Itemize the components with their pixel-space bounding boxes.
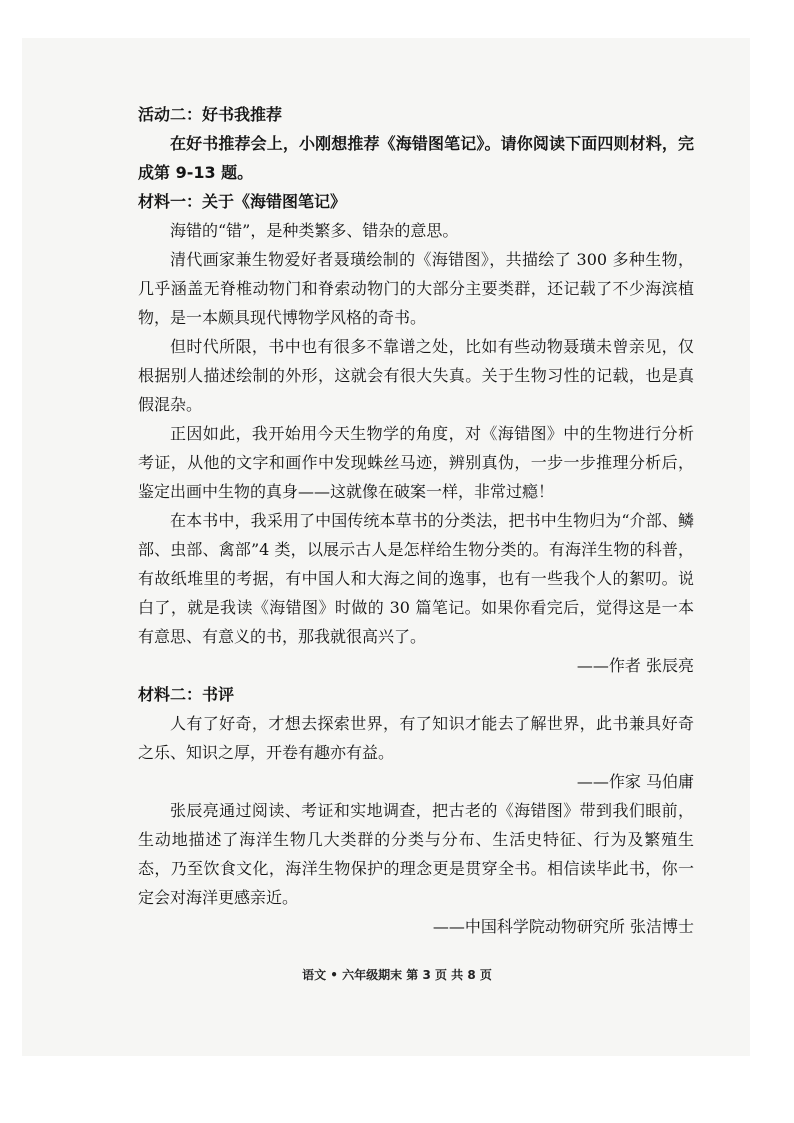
activity-heading: 活动二：好书我推荐 bbox=[138, 105, 283, 124]
material1-paragraph-1: 海错的“错”，是种类繁多、错杂的意思。 bbox=[170, 221, 459, 240]
material1-paragraph-4: 正因如此，我开始用今天生物学的角度，对《海错图》中的生物进行分析考证，从他的文字和画作中发现蛛丝马迹，辨别真伪，一步一步推理分析后，鉴定出画中生物的真身——这就像在破案一样，非常过瘾！ bbox=[138, 424, 694, 501]
page-footer: 语文 • 六年级期末 第 3 页 共 8 页 bbox=[302, 968, 492, 982]
activity-intro: 在好书推荐会上，小刚想推荐《海错图笔记》。请你阅读下面四则材料，完成第 9-13 题。 bbox=[138, 134, 694, 182]
material2-signature-2: ——中国科学院动物研究所 张洁博士 bbox=[432, 917, 694, 936]
material2-review-1: 人有了好奇，才想去探索世界，有了知识才能去了解世界，此书兼具好奇之乐、知识之厚，开卷有趣亦有益。 bbox=[138, 714, 694, 762]
material1-paragraph-5: 在本书中，我采用了中国传统本草书的分类法，把书中生物归为“介部、鳞部、虫部、禽部”4 类，以展示古人是怎样给生物分类的。有海洋生物的科普，有故纸堆里的考据，有中国人和大海之间的逸事，也有一些我个人的絮叨。说白了，就是我读《海错图》时做的 30 篇笔记。如果你看完后，觉得这是一本有意思、有意义的书，那我就很高兴了。 bbox=[138, 511, 694, 646]
material1-paragraph-2: 清代画家兼生物爱好者聂璜绘制的《海错图》，共描绘了 300 多种生物，几乎涵盖无脊椎动物门和脊索动物门的大部分主要类群，还记载了不少海滨植物，是一本颇具现代博物学风格的奇书。 bbox=[138, 250, 694, 327]
material1-signature: ——作者 张辰亮 bbox=[576, 656, 694, 675]
material1-paragraph-3: 但时代所限，书中也有很多不靠谱之处，比如有些动物聂璜未曾亲见，仅根据别人描述绘制的外形，这就会有很大失真。关于生物习性的记载，也是真假混杂。 bbox=[138, 337, 694, 414]
exam-content bbox=[138, 100, 694, 941]
material2-review-2: 张辰亮通过阅读、考证和实地调查，把古老的《海错图》带到我们眼前，生动地描述了海洋生物几大类群的分类与分布、生活史特征、行为及繁殖生态，乃至饮食文化，海洋生物保护的理念更是贯穿全书。相信读毕此书，你一定会对海洋更感亲近。 bbox=[138, 801, 694, 907]
material1-heading: 材料一：关于《海错图笔记》 bbox=[138, 192, 347, 211]
material2-signature-1: ——作家 马伯庸 bbox=[576, 772, 694, 791]
material2-heading: 材料二：书评 bbox=[138, 685, 235, 704]
